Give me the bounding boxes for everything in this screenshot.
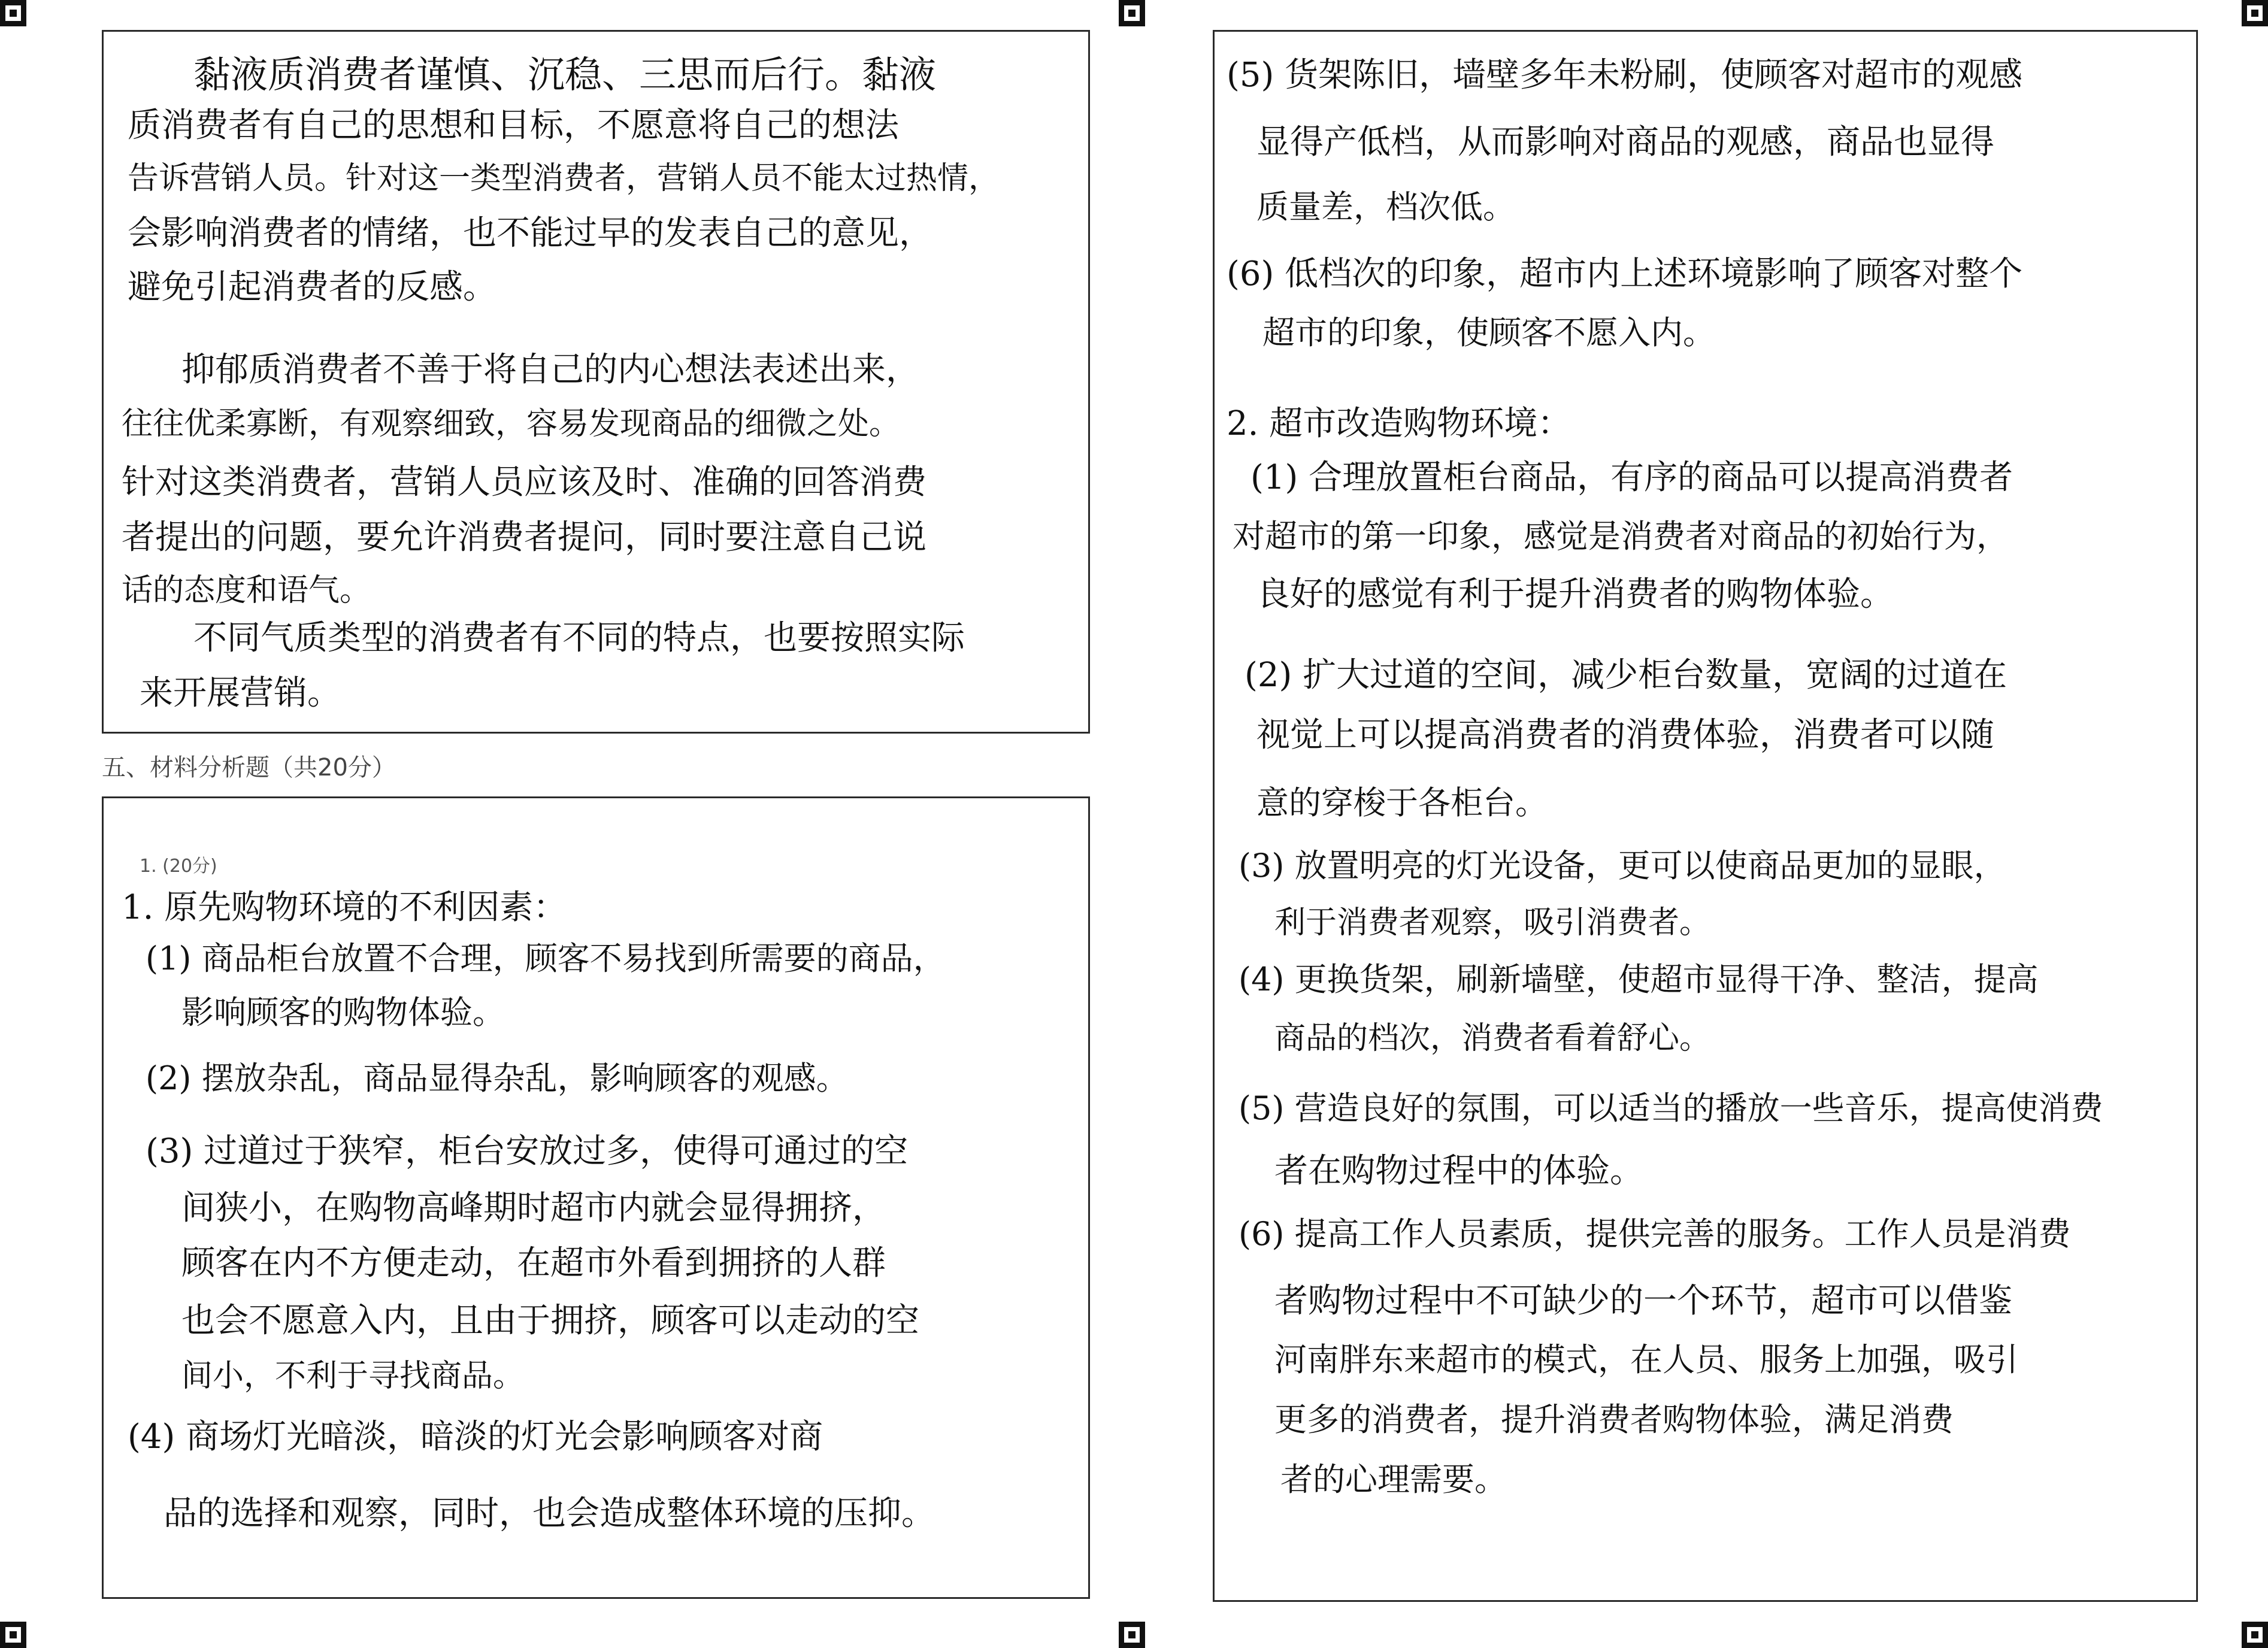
handwritten-line: 针对这类消费者，营销人员应该及时、准确的回答消费 bbox=[122, 463, 926, 502]
handwritten-line: (1) 商品柜台放置不合理，顾客不易找到所需要的商品， bbox=[146, 940, 946, 977]
handwritten-line: (2) 摆放杂乱，商品显得杂乱，影响顾客的观感。 bbox=[146, 1059, 849, 1097]
handwritten-line: 话的态度和语气。 bbox=[122, 572, 371, 608]
handwritten-line: 质消费者有自己的思想和目标，不愿意将自己的想法 bbox=[128, 106, 899, 145]
handwritten-line: 者购物过程中不可缺少的一个环节，超市可以借鉴 bbox=[1274, 1282, 2012, 1320]
handwritten-line: (1) 合理放置柜台商品，有序的商品可以提高消费者 bbox=[1250, 458, 2013, 497]
handwritten-line: 者在购物过程中的体验。 bbox=[1274, 1152, 1643, 1190]
handwritten-line: 良好的感觉有利于提升消费者的购物体验。 bbox=[1256, 575, 1894, 614]
registration-marker-bottom-left bbox=[0, 1622, 26, 1648]
handwritten-line: 更多的消费者，提升消费者购物体验，满足消费 bbox=[1274, 1401, 1954, 1438]
handwritten-line: (2) 扩大过道的空间，减少柜台数量，宽阔的过道在 bbox=[1244, 656, 2007, 695]
handwritten-line: 商品的档次，消费者看着舒心。 bbox=[1274, 1020, 1711, 1056]
registration-marker-bottom-center bbox=[1119, 1622, 1145, 1648]
answer-box-material-analysis-part2 bbox=[1213, 30, 2198, 1602]
handwritten-line: 告诉营销人员。针对这一类型消费者，营销人员不能太过热情， bbox=[128, 160, 1000, 196]
handwritten-line: 避免引起消费者的反感。 bbox=[128, 268, 496, 307]
section-heading: 五、材料分析题（共20分） bbox=[102, 754, 396, 781]
handwritten-line: (5) 营造良好的氛围，可以适当的播放一些音乐，提高使消费 bbox=[1239, 1089, 2103, 1127]
handwritten-line: (6) 低档次的印象，超市内上述环境影响了顾客对整个 bbox=[1227, 255, 2023, 293]
handwritten-line: 1. 原先购物环境的不利因素： bbox=[122, 888, 567, 927]
handwritten-line: 意的穿梭于各柜台。 bbox=[1256, 784, 1548, 822]
registration-marker-top-right bbox=[2242, 0, 2268, 26]
handwritten-line: (5) 货架陈旧，墙壁多年未粉刷，使顾客对超市的观感 bbox=[1227, 56, 2023, 95]
handwritten-line: 2. 超市改造购物环境： bbox=[1227, 404, 1571, 443]
handwritten-line: (4) 商场灯光暗淡，暗淡的灯光会影响顾客对商 bbox=[128, 1417, 823, 1456]
handwritten-line: 也会不愿意入内，且由于拥挤，顾客可以走动的空 bbox=[181, 1301, 919, 1340]
handwritten-line: 视觉上可以提高消费者的消费体验，消费者可以随 bbox=[1256, 716, 1994, 755]
handwritten-line: 影响顾客的购物体验。 bbox=[181, 993, 505, 1031]
handwritten-line: 黏液质消费者谨慎、沉稳、三思而后行。黏液 bbox=[193, 53, 937, 96]
handwritten-line: 河南胖东来超市的模式，在人员、服务上加强，吸引 bbox=[1274, 1341, 2018, 1379]
handwritten-line: 往往优柔寡断，有观察细致，容易发现商品的细微之处。 bbox=[122, 406, 901, 442]
handwritten-line: (6) 提高工作人员素质，提供完善的服务。工作人员是消费 bbox=[1239, 1215, 2071, 1253]
answer-box-material-analysis-part1 bbox=[102, 796, 1090, 1599]
handwritten-line: 显得产低档，从而影响对商品的观感，商品也显得 bbox=[1256, 123, 1994, 162]
registration-marker-bottom-right bbox=[2242, 1622, 2268, 1648]
handwritten-line: (3) 过道过于狭窄，柜台安放过多，使得可通过的空 bbox=[146, 1132, 909, 1171]
handwritten-line: (3) 放置明亮的灯光设备，更可以使商品更加的显眼， bbox=[1239, 847, 2006, 884]
handwritten-line: 超市的印象，使顾客不愿入内。 bbox=[1262, 314, 1715, 352]
handwritten-line: 会影响消费者的情绪，也不能过早的发表自己的意见， bbox=[128, 214, 932, 253]
handwritten-line: 者提出的问题，要允许消费者提问，同时要注意自己说 bbox=[122, 518, 926, 557]
handwritten-line: 对超市的第一印象，感觉是消费者对商品的初始行为， bbox=[1233, 517, 2009, 555]
handwritten-line: 质量差，档次低。 bbox=[1256, 188, 1515, 226]
handwritten-line: (4) 更换货架，刷新墙壁，使超市显得干净、整洁，提高 bbox=[1239, 961, 2039, 998]
handwritten-line: 者的心理需要。 bbox=[1280, 1461, 1507, 1498]
handwritten-line: 抑郁质消费者不善于将自己的内心想法表述出来， bbox=[181, 350, 919, 389]
handwritten-line: 来开展营销。 bbox=[140, 674, 341, 713]
registration-marker-top-left bbox=[0, 0, 26, 26]
handwritten-line: 间小，不利于寻找商品。 bbox=[181, 1358, 525, 1394]
question-number-label: 1. (20分) bbox=[140, 856, 217, 877]
handwritten-line: 利于消费者观察，吸引消费者。 bbox=[1274, 905, 1711, 941]
registration-marker-top-center bbox=[1119, 0, 1145, 26]
handwritten-line: 间狭小，在购物高峰期时超市内就会显得拥挤， bbox=[181, 1189, 886, 1228]
answer-box-previous-question bbox=[102, 30, 1090, 734]
handwritten-line: 不同气质类型的消费者有不同的特点，也要按照实际 bbox=[193, 619, 965, 658]
handwritten-line: 顾客在内不方便走动，在超市外看到拥挤的人群 bbox=[181, 1244, 886, 1283]
handwritten-line: 品的选择和观察，同时，也会造成整体环境的压抑。 bbox=[163, 1494, 935, 1533]
